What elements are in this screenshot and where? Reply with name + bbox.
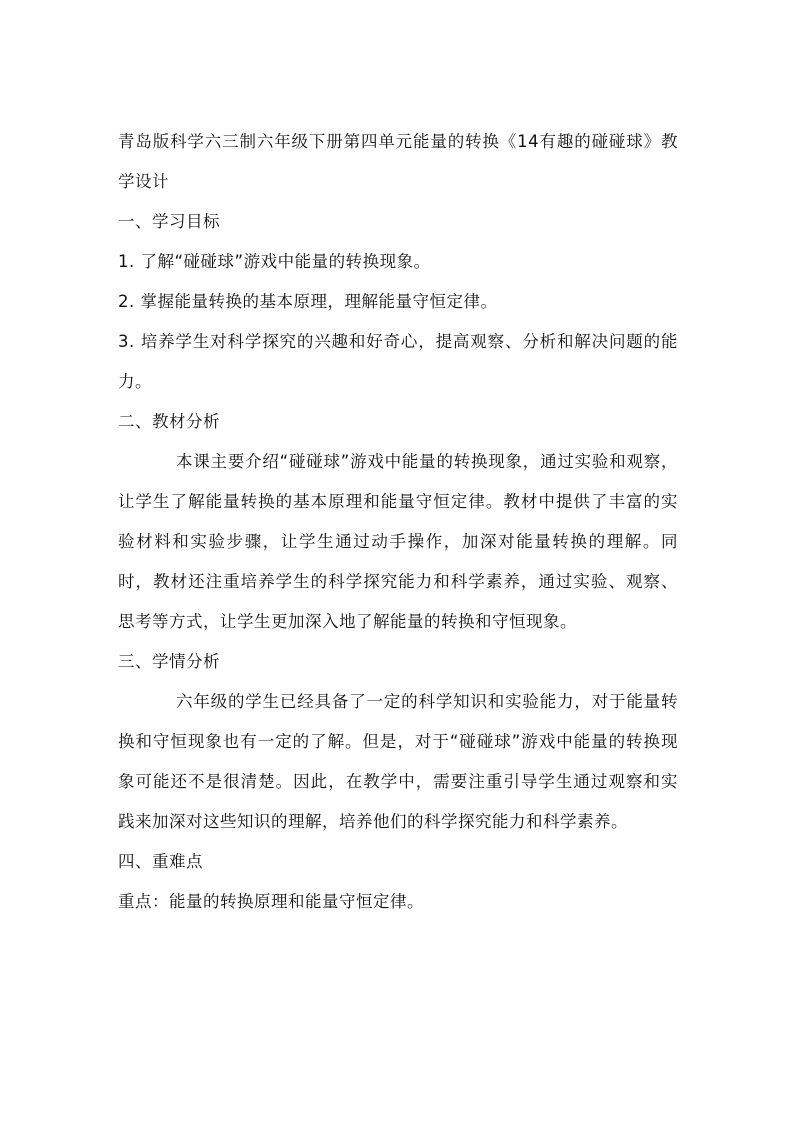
objective-item-1: 1. 了解“碰碰球”游戏中能量的转换现象。 xyxy=(118,252,431,271)
document-body xyxy=(118,122,678,922)
section-heading-key-points: 四、重难点 xyxy=(118,852,203,871)
student-analysis-paragraph: 六年级的学生已经具备了一定的科学知识和实验能力，对于能量转换和守恒现象也有一定的了解。但是，对于“碰碰球”游戏中能量的转换现象可能还不是很清楚。因此，在教学中，需要注重引导学生通过观察和实践来加深对这些知识的理解，培养他们的科学探究能力和科学素养。 xyxy=(118,692,678,831)
section-heading-objectives: 一、学习目标 xyxy=(118,212,220,231)
objective-item-2: 2. 掌握能量转换的基本原理，理解能量守恒定律。 xyxy=(118,292,498,311)
section-heading-material: 二、教材分析 xyxy=(118,412,220,431)
section-heading-students: 三、学情分析 xyxy=(118,652,220,671)
material-analysis-paragraph: 本课主要介绍“碰碰球”游戏中能量的转换现象，通过实验和观察，让学生了解能量转换的基本原理和能量守恒定律。教材中提供了丰富的实验材料和实验步骤，让学生通过动手操作，加深对能量转换的理解。同时，教材还注重培养学生的科学探究能力和科学素养，通过实验、观察、思考等方式，让学生更加深入地了解能量的转换和守恒现象。 xyxy=(118,452,678,631)
document-title: 青岛版科学六三制六年级下册第四单元能量的转换《14有趣的碰碰球》教学设计 xyxy=(118,132,678,191)
key-point-focus: 重点：能量的转换原理和能量守恒定律。 xyxy=(118,892,424,911)
objective-item-3: 3. 培养学生对科学探究的兴趣和好奇心，提高观察、分析和解决问题的能力。 xyxy=(118,332,678,391)
